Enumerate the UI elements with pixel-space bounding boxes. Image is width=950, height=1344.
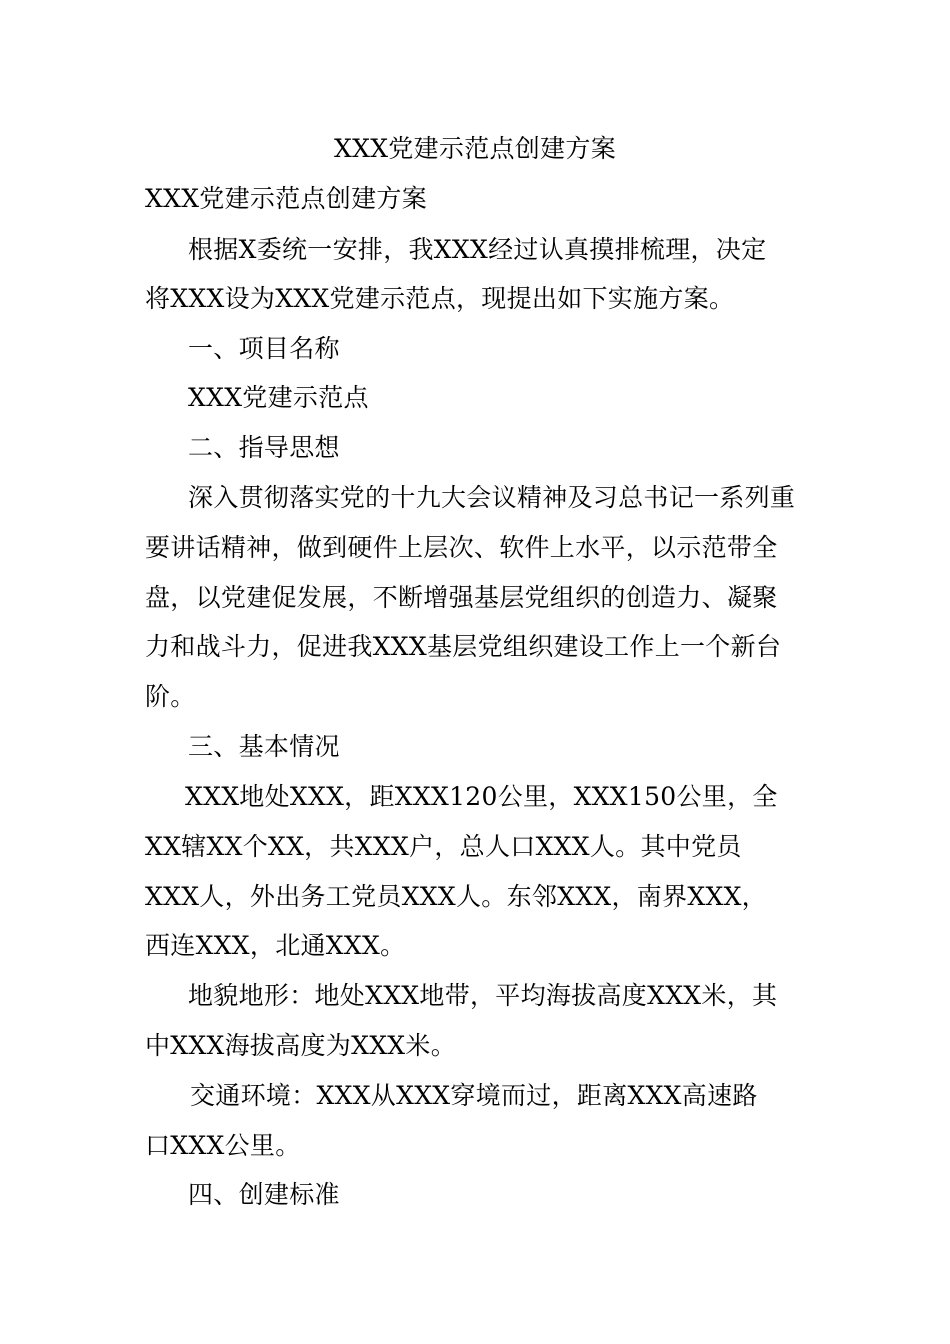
section-heading: 一、项目名称 — [188, 334, 340, 363]
paragraph-line: 口XXX公里。 — [145, 1131, 301, 1160]
section-heading: 三、基本情况 — [188, 732, 340, 761]
paragraph-line: 深入贯彻落实党的十九大会议精神及习总书记一系列重 — [188, 483, 796, 512]
paragraph-line: 地貌地形：地处XXX地带，平均海拔高度XXX米，其 — [188, 981, 778, 1010]
paragraph-line: XXX党建示范点 — [188, 383, 369, 412]
section-heading: 二、指导思想 — [188, 433, 340, 462]
paragraph-line: 中XXX海拔高度为XXX米。 — [145, 1031, 456, 1060]
paragraph-line: XXX人，外出务工党员XXX人。东邻XXX，南界XXX， — [145, 882, 767, 911]
paragraph-line: XXX地处XXX，距XXX120公里，XXX150公里，全 — [185, 782, 778, 811]
paragraph-line: XX辖XX个XX，共XXX户，总人口XXX人。其中党员 — [145, 832, 742, 861]
paragraph-line: 阶。 — [145, 682, 196, 711]
paragraph-line: 西连XXX，北通XXX。 — [145, 931, 406, 960]
paragraph-line: 盘，以党建促发展，不断增强基层党组织的创造力、凝聚 — [145, 583, 778, 612]
paragraph-line: 交通环境：XXX从XXX穿境而过，距离XXX高速路 — [190, 1081, 758, 1110]
paragraph-line: 力和战斗力，促进我XXX基层党组织建设工作上一个新台 — [145, 632, 782, 661]
subtitle-line: XXX党建示范点创建方案 — [145, 184, 427, 213]
paragraph-line: 要讲话精神，做到硬件上层次、软件上水平，以示范带全 — [145, 533, 778, 562]
section-heading: 四、创建标准 — [188, 1180, 340, 1209]
paragraph-line: 根据X委统一安排，我XXX经过认真摸排梳理，决定 — [188, 235, 767, 264]
paragraph-line: 将XXX设为XXX党建示范点，现提出如下实施方案。 — [145, 284, 735, 313]
document-title: XXX党建示范点创建方案 — [334, 134, 616, 163]
